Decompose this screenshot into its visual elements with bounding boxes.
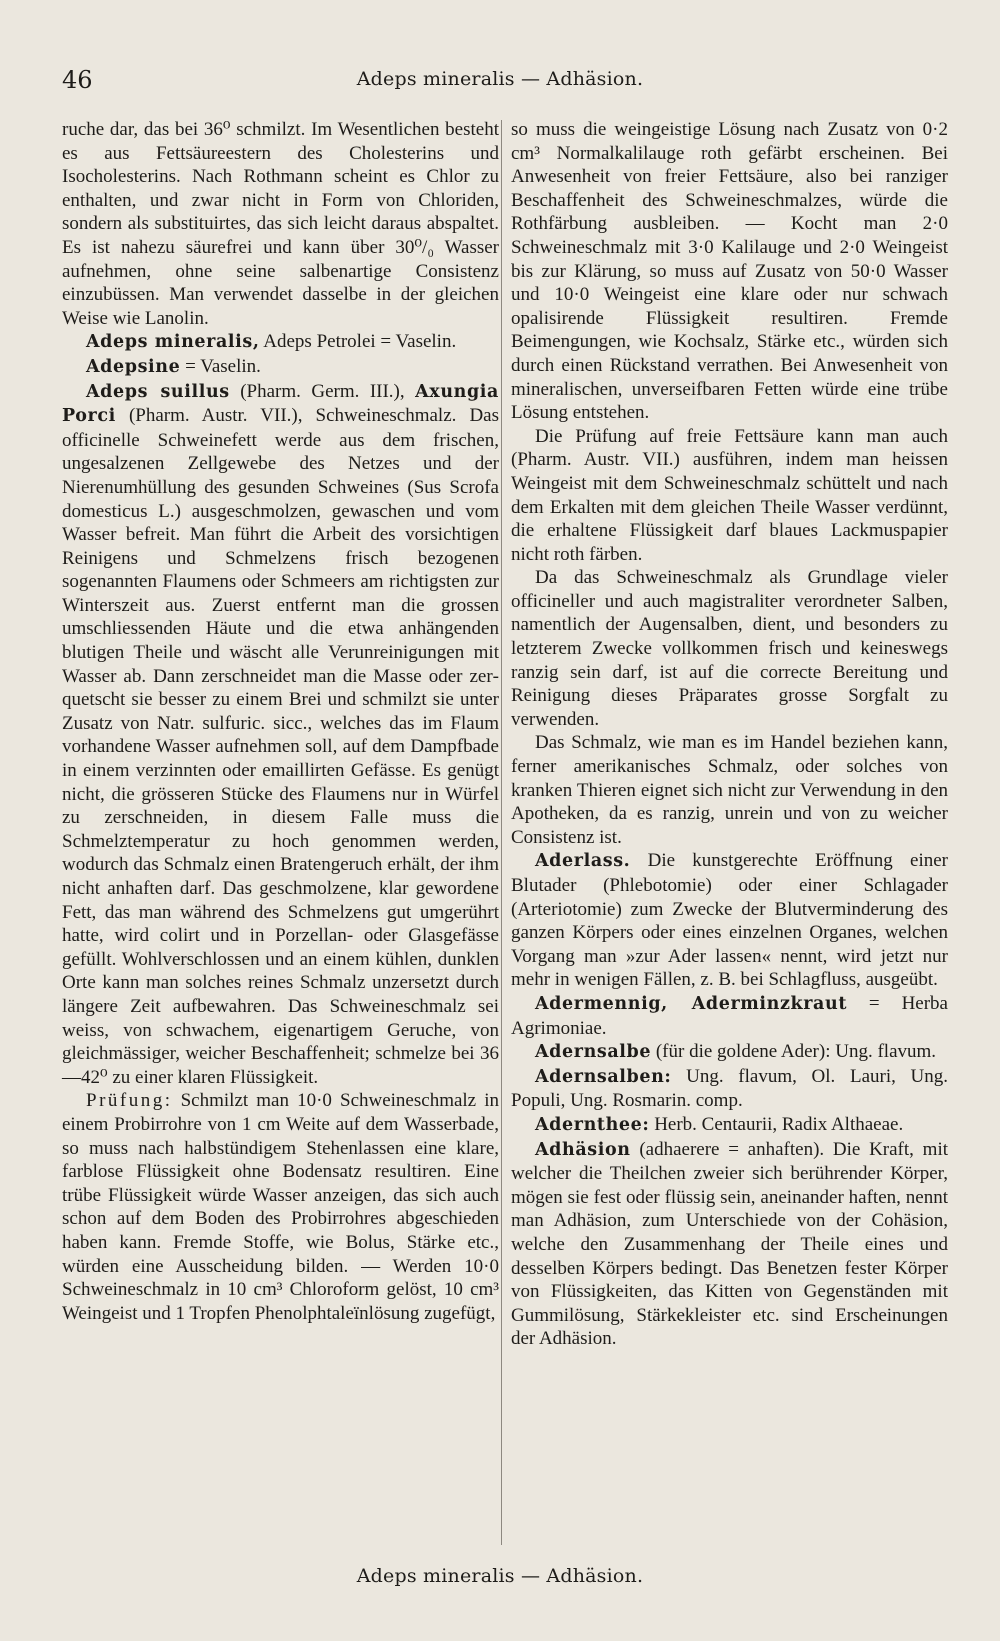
headword: Adermennig, Aderminzkraut [535,993,847,1014]
entry-text: = Herba Agrimoniae. [511,992,948,1039]
right-column [511,118,948,1351]
entry-text: Ung. flavum, Ol. Lauri, Ung. Populi, Ung. Rosmarin. comp. [511,1065,948,1112]
entry-text: Die kunstgerechte Eröffnung einer Blutader (Phlebotomie) oder einer Schlagader (Arteriotomie) zum Zwecke der Blutverminderung des ganzen Körpers oder eines einzelnen Organes, welchen Vorgang man »zur Ader lassen« nennt, wird jetzt nur mehr in wenigen Fällen, z. B. bei Schlagfluss, ausgeübt. [511,850,948,991]
entry-adepsine [62,355,499,380]
headword: Aderlass. [535,851,631,872]
entry-text: (für die goldene Ader): Ung. flavum. [651,1041,937,1063]
entry-aderlass [511,849,948,992]
entry-adeps-suillus [62,380,499,1090]
headword: Adeps mineralis, [86,332,260,353]
entry-text: (adhaerere = anhaften). Die Kraft, mit welcher die Theilchen zweier sich berührender Körper, mögen sie fest oder flüssig sein, aneinander haften, nennt man Adhäsion, zum Unterschiede von der Cohäsion, welche den Zusammenhang der Theile eines und desselben Körpers bedingt. Das Benetzen fester Körper von Flüssigkeiten, das Kitten von Gegenständen mit Gummilösung, Stärkekleister etc. sind Erscheinungen der Adhäsion. [511,1138,948,1350]
paragraph-text: Schmilzt man 10·0 Schweineschmalz in einem Probirrohre von 1 cm Weite auf dem Wasserbade, so muss nach halbstündigem Stehenlassen eine klare, farblose Flüssigkeit ohne Bodensatz resultiren. Eine trübe Flüssigkeit würde Wasser anzeigen, das sich auch schon auf dem Boden des Probirrohres abgeschieden haben kann. Fremde Stoffe, wie Bolus, Stärke etc., würden eine Ausscheidung bilden. — Werden 10·0 Schweineschmalz in 10 cm³ Chloroform gelöst, 10 cm³ Weingeist und 1 Tropfen Phenolphtaleïnlösung zugefügt, [62,1090,499,1324]
entry-adermennig [511,992,948,1040]
entry-adernsalben [511,1065,948,1113]
entry-adernthee [511,1113,948,1138]
entry-adhaesion [511,1138,948,1351]
headword: Adhäsion [535,1139,631,1160]
paragraph-pruefung [62,1089,499,1325]
entry-text: (Pharm. Austr. VII.), Schweineschmalz. Das officinelle Schweinefett werde aus dem frischen, ungesalzenen Zellgewebe des Netzes und der Nierenumhüllung des gesunden Schweines (Sus Scrofa domesticus L.) ausgeschmolzen, gewaschen und vom Wasser befreit. Man führt die Arbeit des vorsichtigen Reinigens und Schmelzens frisch bezogenen sogenannten Flaumens oder Schmeers am richtigsten zur Winterszeit aus. Zuerst entfernt man die grossen umschliessenden Häute und die etwa anhängenden blutigen Theile und wäscht alle Verunreinigungen mit Wasser ab. Dann zerschneidet man die Masse oder zerquetscht sie besser zu einem Brei und schmilzt sie unter Zusatz von Natr. sulfuric. sicc., welches das im Flaum vorhandene Wasser aufnehmen soll, auf dem Dampfbade in einem verzinnten oder emaillirten Gefässe. Es genügt nicht, die grösseren Stücke des Flaumens nur in Würfel zu zerschneiden, in diesem Falle muss die Schmelztemperatur zu hoch genommen werden, wodurch das Schmalz einen Bratengeruch erhält, der ihm nicht anhaften darf. Das geschmolzene, klar gewordene Fett, das man während des Schmelzens gut umgerührt hatte, wird colirt und in Porzellan- oder Glasgefässe gefüllt. Wohlverschlossen und an einem kühlen, dunklen Orte kann man solches reines Schmalz unzersetzt durch längere Zeit aufbewahren. Das Schweineschmalz sei weiss, von schwachem, eigenartigem Geruche, von gleichmässiger, weicher Beschaffenheit; schmelze bei 36—42⁰ zu einer klaren Flüssigkeit. [62,405,499,1088]
headword: Adernsalbe [535,1042,652,1063]
entry-text: (Pharm. Germ. III.), [229,380,416,402]
entry-text: = Vaselin. [180,355,261,377]
headword: Adernthee: [535,1114,650,1135]
paragraph-continuation: so muss die weingeistige Lösung nach Zusatz von 0·2 cm³ Normalkalilauge roth gefärbt erscheinen. Bei Anwesenheit von freier Fettsäure, also bei ranziger Beschaffenheit des Schweineschmalzes, würde die Rothfärbung ausbleiben. — Kocht man 2·0 Schweineschmalz mit 3·0 Kalilauge und 2·0 Weingeist bis zur Klärung, so muss auf Zusatz von 50·0 Wasser und 10·0 Weingeist eine klare oder nur schwach opalisirende Flüssigkeit resultiren. Fremde Beimengungen, wie Kochsalz, Stärke etc., würden sich durch einen Rückstand verrathen. Bei Anwesenheit von mineralischen, unverseifbaren Fetten würde eine trübe Lösung entstehen. [511,119,948,424]
paragraph-handel: Das Schmalz, wie man es im Handel beziehen kann, ferner amerikanisches Schmalz, oder solches von kranken Thieren eignet sich nicht zur Verwendung in den Apotheken, da es ranzig, unrein und von zu weicher Consistenz ist. [511,732,948,848]
running-title: Adeps mineralis — Adhäsion. [356,68,644,90]
headword: Adeps suillus [86,381,230,402]
headword: Adepsine [86,356,181,377]
entry-adeps-mineralis [62,330,499,355]
paragraph-fettsaeure: Die Prüfung auf freie Fettsäure kann man auch (Pharm. Austr. VII.) ausführen, indem man heissen Weingeist mit dem Schweineschmalz schüttelt und nach dem Erkalten mit dem gleichen Theile Wasser verdünnt, die erhaltene Flüssigkeit darf blaues Lackmuspapier nicht roth färben. [511,425,948,565]
headword: Adernsalben: [535,1066,672,1087]
headword: Axungia Porci [62,381,499,427]
column-divider [501,120,502,1545]
left-column [62,118,499,1325]
page-number: 46 [62,66,93,94]
footer-title: Adeps mineralis — Adhäsion. [356,1565,644,1587]
entry-text: Adeps Petrolei = Vaselin. [259,331,457,353]
paragraph-cholesterol: ruche dar, das bei 36⁰ schmilzt. Im Wesentlichen besteht es aus Fettsäureestern des Cholesterins und Isocholesterins. Nach Rothmann scheint es Chlor zu enthalten, und zwar nicht in Form von Chloriden, sondern als substituirtes, das sich leicht daraus abspaltet. Es ist nahezu säurefrei und kann über 30⁰/₀ Wasser aufnehmen, ohne seine salbenartige Consistenz einzubüssen. Man verwendet dasselbe in der gleichen Weise wie Lanolin. [62,119,499,329]
paragraph-grundlage: Da das Schweineschmalz als Grundlage vieler officineller und auch magistraliter verordneter Salben, namentlich der Augensalben, dient, und besonders zu letzterem Zwecke vollkommen frisch und keineswegs ranzig sein darf, ist auf die correcte Bereitung und Reinigung dieses Präparates grosse Sorgfalt zu verwenden. [511,567,948,730]
entry-adernsalbe [511,1040,948,1065]
entry-text: Herb. Centaurii, Radix Althaeae. [649,1113,904,1135]
section-label: Prüfung: [86,1090,173,1112]
running-head [62,66,938,96]
